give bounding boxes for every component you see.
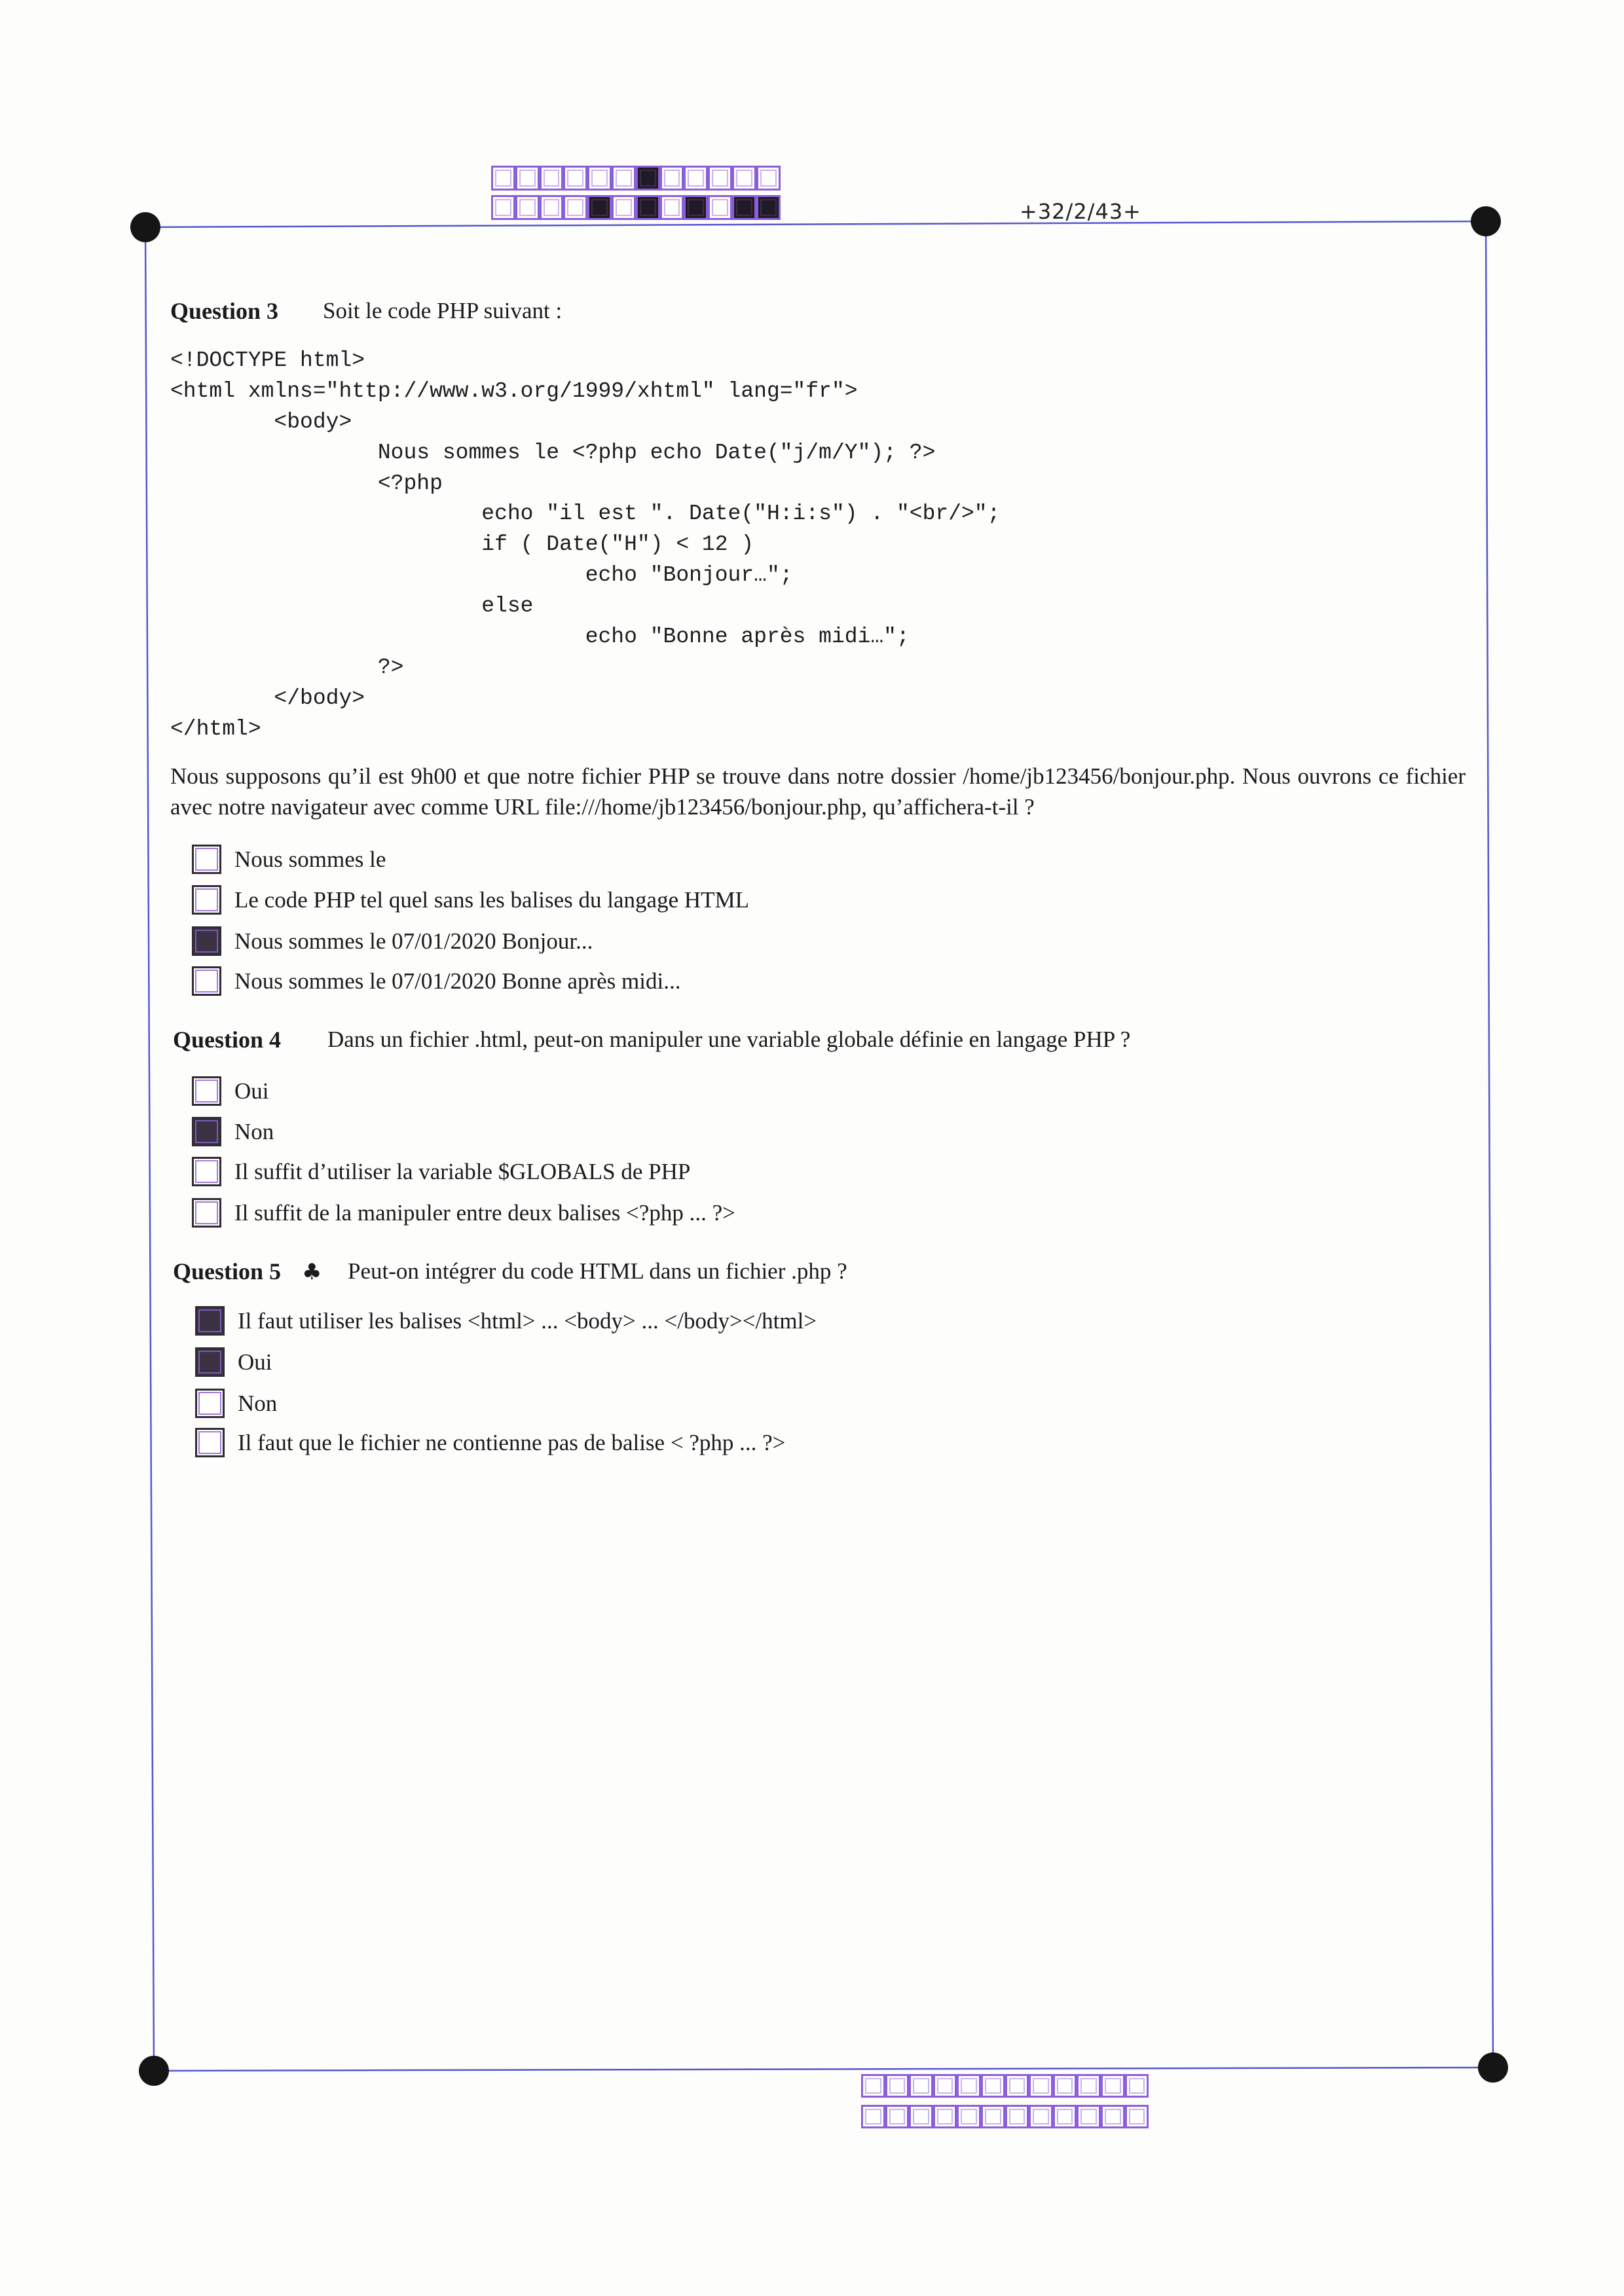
answer-checkbox[interactable] bbox=[192, 1117, 221, 1146]
corner-marker-top-right bbox=[1471, 206, 1501, 236]
answer-checkbox[interactable] bbox=[192, 845, 221, 874]
code-box bbox=[491, 166, 515, 191]
code-box bbox=[1005, 2105, 1029, 2128]
code-box bbox=[587, 166, 612, 191]
answer-text: Nous sommes le 07/01/2020 Bonjour... bbox=[234, 928, 593, 954]
code-box bbox=[1125, 2074, 1149, 2098]
top-code-row-2 bbox=[491, 195, 781, 220]
code-box bbox=[756, 195, 781, 220]
code-box bbox=[957, 2074, 981, 2098]
code-line: </html> bbox=[170, 716, 261, 741]
code-box bbox=[861, 2074, 885, 2098]
answer-option bbox=[192, 845, 386, 874]
answer-option bbox=[195, 1389, 277, 1418]
code-box bbox=[708, 195, 732, 220]
code-box bbox=[885, 2074, 910, 2098]
answer-option bbox=[195, 1347, 272, 1377]
bottom-code-row-1 bbox=[861, 2074, 1149, 2098]
question-5-label: Question 5 bbox=[173, 1258, 282, 1285]
code-line: Nous sommes le <?php echo Date("j/m/Y"); ?> bbox=[170, 440, 936, 465]
question-3-context: Nous supposons qu’il est 9h00 et que notre fichier PHP se trouve dans notre dossier /home/jb123456/bonjour.php. Nous ouvrons ce fichier avec notre navigateur avec comme URL file:///home/jb123456/bonjour.php, qu’affichera-t-il ? bbox=[170, 763, 1466, 820]
corner-marker-top-left bbox=[130, 212, 160, 242]
answer-checkbox[interactable] bbox=[195, 1389, 225, 1418]
answer-text: Il faut utiliser les balises <html> ... <body> ... </body></html> bbox=[238, 1307, 817, 1334]
code-box bbox=[636, 195, 660, 220]
code-line: ?> bbox=[170, 655, 404, 680]
answer-option bbox=[192, 966, 680, 996]
code-box bbox=[540, 195, 564, 220]
answer-option bbox=[192, 885, 749, 915]
code-box bbox=[1077, 2105, 1101, 2128]
code-box bbox=[732, 166, 756, 191]
answer-text: Oui bbox=[234, 1078, 269, 1104]
code-box bbox=[933, 2105, 957, 2128]
answer-option bbox=[192, 926, 593, 956]
frame-line-top bbox=[145, 221, 1486, 227]
answer-checkbox[interactable] bbox=[192, 885, 221, 915]
code-line: else bbox=[170, 594, 534, 619]
answer-checkbox[interactable] bbox=[195, 1347, 225, 1377]
code-line: <!DOCTYPE html> bbox=[170, 348, 365, 373]
code-box bbox=[684, 166, 708, 191]
question-3-label: Question 3 bbox=[170, 298, 279, 324]
code-box bbox=[612, 166, 636, 191]
answer-text: Non bbox=[234, 1118, 274, 1144]
answer-text: Non bbox=[238, 1390, 278, 1416]
corner-marker-bottom-right bbox=[1478, 2052, 1508, 2083]
code-box bbox=[732, 195, 756, 220]
code-box bbox=[515, 166, 540, 191]
code-box bbox=[660, 195, 684, 220]
code-box bbox=[540, 166, 564, 191]
code-box bbox=[636, 166, 660, 191]
answer-option bbox=[192, 1157, 690, 1186]
code-box bbox=[1029, 2105, 1053, 2128]
answer-checkbox[interactable] bbox=[195, 1306, 225, 1336]
code-line: echo "Bonne après midi…"; bbox=[170, 625, 910, 649]
page-code: +32/2/43+ bbox=[1020, 199, 1141, 224]
answer-checkbox[interactable] bbox=[192, 926, 221, 956]
code-line: </body> bbox=[170, 685, 365, 710]
answer-text: Le code PHP tel quel sans les balises du langage HTML bbox=[234, 886, 750, 913]
answer-option bbox=[195, 1306, 817, 1336]
code-box bbox=[957, 2105, 981, 2128]
code-box bbox=[563, 195, 587, 220]
question-4-prompt: Dans un fichier .html, peut-on manipuler une variable globale définie en langage PHP ? bbox=[327, 1027, 1131, 1052]
frame-line-left bbox=[145, 227, 154, 2071]
code-box bbox=[1101, 2074, 1125, 2098]
code-line: <body> bbox=[170, 409, 352, 434]
answer-text: Oui bbox=[238, 1349, 272, 1375]
code-box bbox=[1125, 2105, 1149, 2128]
code-box bbox=[756, 166, 781, 191]
code-box bbox=[861, 2105, 885, 2128]
code-box bbox=[563, 166, 587, 191]
answer-text: Il suffit de la manipuler entre deux balises <?php ... ?> bbox=[234, 1199, 735, 1226]
code-box bbox=[1053, 2105, 1077, 2128]
code-box bbox=[885, 2105, 910, 2128]
answer-text: Il faut que le fichier ne contienne pas de balise < ?php ... ?> bbox=[238, 1429, 786, 1455]
answer-option bbox=[192, 1076, 269, 1106]
answer-text: Nous sommes le 07/01/2020 Bonne après midi... bbox=[234, 968, 681, 994]
answer-text: Il suffit d’utiliser la variable $GLOBALS de PHP bbox=[234, 1158, 691, 1184]
code-box bbox=[684, 195, 708, 220]
answer-checkbox[interactable] bbox=[192, 966, 221, 996]
question-5-prompt: Peut-on intégrer du code HTML dans un fichier .php ? bbox=[348, 1258, 847, 1284]
code-box bbox=[491, 195, 515, 220]
answer-checkbox[interactable] bbox=[195, 1428, 225, 1457]
code-box bbox=[515, 195, 540, 220]
answer-checkbox[interactable] bbox=[192, 1157, 221, 1186]
code-box bbox=[660, 166, 684, 191]
corner-marker-bottom-left bbox=[139, 2056, 169, 2086]
code-box bbox=[933, 2074, 957, 2098]
answer-checkbox[interactable] bbox=[192, 1076, 221, 1106]
code-box bbox=[708, 166, 732, 191]
code-box bbox=[1029, 2074, 1053, 2098]
code-box bbox=[909, 2105, 933, 2128]
code-line: if ( Date("H") < 12 ) bbox=[170, 532, 754, 557]
code-line: <html xmlns="http://www.w3.org/1999/xhtml" lang="fr"> bbox=[170, 378, 858, 403]
code-box bbox=[1101, 2105, 1125, 2128]
code-box bbox=[1077, 2074, 1101, 2098]
code-box bbox=[981, 2105, 1005, 2128]
top-code-row-1 bbox=[491, 166, 781, 191]
answer-text: Nous sommes le bbox=[234, 846, 386, 872]
bottom-code-row-2 bbox=[861, 2105, 1149, 2128]
question-4-label: Question 4 bbox=[173, 1027, 282, 1053]
code-box bbox=[909, 2074, 933, 2098]
frame-line-bottom bbox=[154, 2068, 1493, 2071]
code-box bbox=[612, 195, 636, 220]
code-line: <?php bbox=[170, 471, 443, 496]
code-line: echo "il est ". Date("H:i:s") . "<br/>"; bbox=[170, 501, 1001, 526]
code-box bbox=[981, 2074, 1005, 2098]
answer-option bbox=[192, 1117, 274, 1146]
code-box bbox=[1005, 2074, 1029, 2098]
php-code-block bbox=[170, 346, 1000, 745]
question-3-prompt: Soit le code PHP suivant : bbox=[323, 298, 563, 323]
code-box bbox=[587, 195, 612, 220]
answer-checkbox[interactable] bbox=[192, 1198, 221, 1228]
answer-option bbox=[195, 1428, 785, 1457]
code-box bbox=[1053, 2074, 1077, 2098]
code-line: echo "Bonjour…"; bbox=[170, 563, 793, 588]
answer-option bbox=[192, 1198, 735, 1228]
club-icon: ♣ bbox=[302, 1259, 322, 1285]
frame-line-right bbox=[1486, 221, 1493, 2068]
